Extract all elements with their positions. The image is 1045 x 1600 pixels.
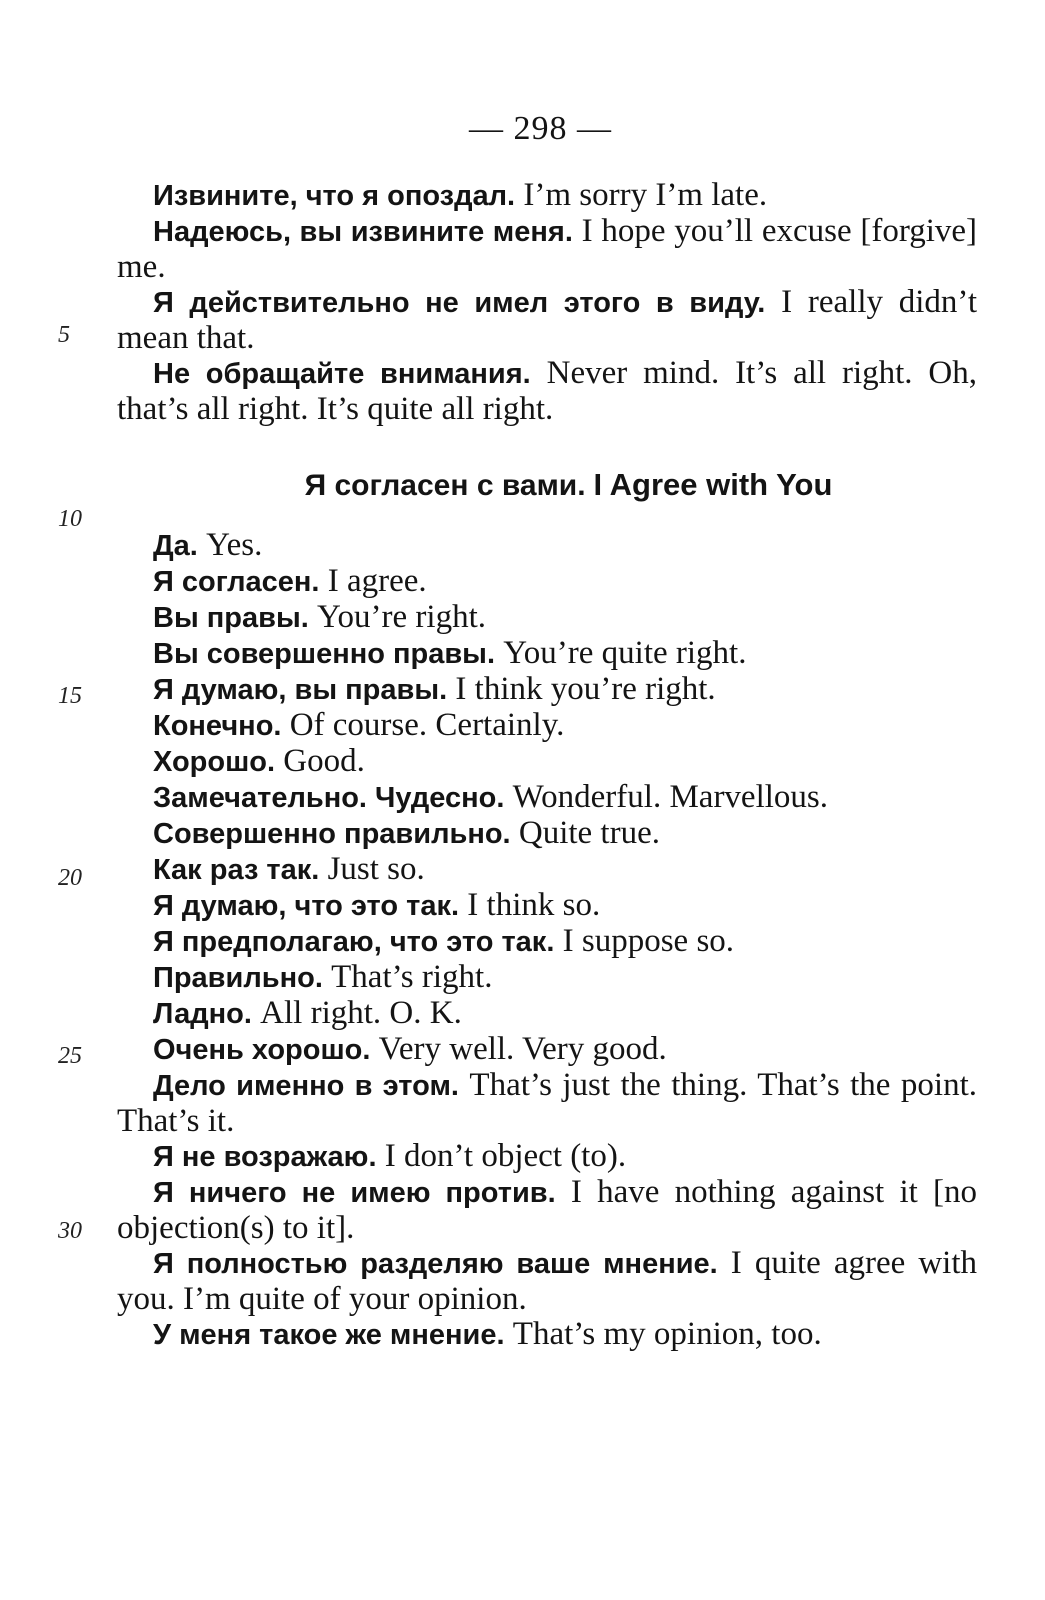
- english-translation: I hope you’ll excuse [forgive] me.: [117, 213, 978, 285]
- english-translation: I think so.: [467, 887, 601, 923]
- phrase-entry: [117, 636, 977, 672]
- english-translation: That’s right.: [331, 959, 493, 995]
- russian-phrase: Надеюсь, вы извините меня.: [153, 216, 573, 248]
- phrase-entry: [117, 356, 977, 427]
- english-translation: I don’t object (to).: [384, 1138, 627, 1174]
- top-phrase-list: [117, 178, 977, 427]
- phrase-entry: [117, 1032, 977, 1068]
- english-translation: I think you’re right.: [455, 671, 716, 707]
- phrase-entry: [117, 1068, 977, 1139]
- english-translation: All right. O. K.: [260, 995, 462, 1031]
- phrase-entry: [117, 960, 977, 996]
- english-translation: Just so.: [327, 851, 425, 887]
- english-translation: I quite agree with you. I’m quite of your opinion.: [117, 1245, 977, 1317]
- phrase-entry: [117, 1139, 977, 1175]
- russian-phrase: Я действительно не имел этого в виду.: [153, 287, 766, 319]
- section-heading-russian: Я согласен с вами.: [304, 469, 586, 502]
- section-heading: [46, 466, 1045, 503]
- russian-phrase: Вы правы.: [153, 602, 309, 634]
- phrase-entry: [117, 1246, 977, 1317]
- phrase-entry: [117, 780, 977, 816]
- english-translation: Quite true.: [518, 815, 660, 851]
- phrase-entry: [117, 708, 977, 744]
- page-number: — 298 —: [469, 110, 612, 147]
- line-number-marker: 10: [58, 506, 82, 532]
- russian-phrase: Я не возражаю.: [153, 1141, 377, 1173]
- russian-phrase: Замечательно. Чудесно.: [153, 782, 505, 814]
- russian-phrase: Я полностью разделяю ваше мнение.: [153, 1248, 718, 1280]
- russian-phrase: Ладно.: [153, 998, 252, 1030]
- phrase-entry: [117, 564, 977, 600]
- english-translation: That’s just the thing. That’s the point. That’s it.: [117, 1067, 977, 1139]
- main-phrase-list: [117, 528, 977, 1353]
- russian-phrase: Не обращайте внимания.: [153, 358, 531, 390]
- english-translation: Very well. Very good.: [378, 1031, 667, 1067]
- russian-phrase: Я думаю, что это так.: [153, 890, 460, 922]
- phrase-entry: [117, 852, 977, 888]
- english-translation: I really didn’t mean that.: [117, 284, 977, 356]
- russian-phrase: У меня такое же мнение.: [153, 1319, 505, 1351]
- english-translation: Of course. Certainly.: [289, 707, 565, 743]
- phrase-entry: [117, 996, 977, 1032]
- english-translation: You’re quite right.: [503, 635, 747, 671]
- russian-phrase: Я думаю, вы правы.: [153, 674, 448, 706]
- phrase-entry: [117, 924, 977, 960]
- phrase-entry: [117, 1317, 977, 1353]
- phrase-entry: [117, 214, 977, 285]
- russian-phrase: Правильно.: [153, 962, 323, 994]
- line-number-marker: 20: [58, 865, 82, 891]
- russian-phrase: Как раз так.: [153, 854, 320, 886]
- phrase-entry: [117, 600, 977, 636]
- english-translation: Good.: [283, 743, 365, 779]
- line-number-marker: 25: [58, 1043, 82, 1069]
- russian-phrase: Совершенно правильно.: [153, 818, 511, 850]
- phrase-entry: [117, 744, 977, 780]
- english-translation: Wonderful. Marvellous.: [512, 779, 829, 815]
- russian-phrase: Конечно.: [153, 710, 282, 742]
- phrase-entry: [117, 1175, 977, 1246]
- phrase-entry: [117, 816, 977, 852]
- line-number-marker: 15: [58, 683, 82, 709]
- english-translation: Yes.: [206, 527, 263, 563]
- line-number-marker: 5: [58, 322, 70, 348]
- english-translation: I’m sorry I’m late.: [523, 177, 768, 213]
- russian-phrase: Вы совершенно правы.: [153, 638, 496, 670]
- russian-phrase: Извините, что я опоздал.: [153, 180, 516, 212]
- english-translation: I agree.: [327, 563, 427, 599]
- english-translation: I suppose so.: [562, 923, 735, 959]
- russian-phrase: Очень хорошо.: [153, 1034, 371, 1066]
- phrase-entry: [117, 888, 977, 924]
- section-heading-english: I Agree with You: [593, 467, 833, 502]
- english-translation: I have nothing against it [no objection(s) to it].: [117, 1174, 978, 1246]
- english-translation: Never mind. It’s all right. Oh, that’s all right. It’s quite all right.: [117, 355, 978, 427]
- russian-phrase: Дело именно в этом.: [153, 1070, 459, 1102]
- phrase-entry: [117, 178, 977, 214]
- russian-phrase: Я ничего не имею против.: [153, 1177, 556, 1209]
- russian-phrase: Я согласен.: [153, 566, 320, 598]
- phrase-entry: [117, 672, 977, 708]
- russian-phrase: Я предполагаю, что это так.: [153, 926, 555, 958]
- english-translation: That’s my opinion, too.: [512, 1316, 822, 1352]
- russian-phrase: Да.: [153, 530, 198, 562]
- russian-phrase: Хорошо.: [153, 746, 276, 778]
- phrase-entry: [117, 285, 977, 356]
- phrase-entry: [117, 528, 977, 564]
- english-translation: You’re right.: [317, 599, 487, 635]
- line-number-marker: 30: [58, 1218, 82, 1244]
